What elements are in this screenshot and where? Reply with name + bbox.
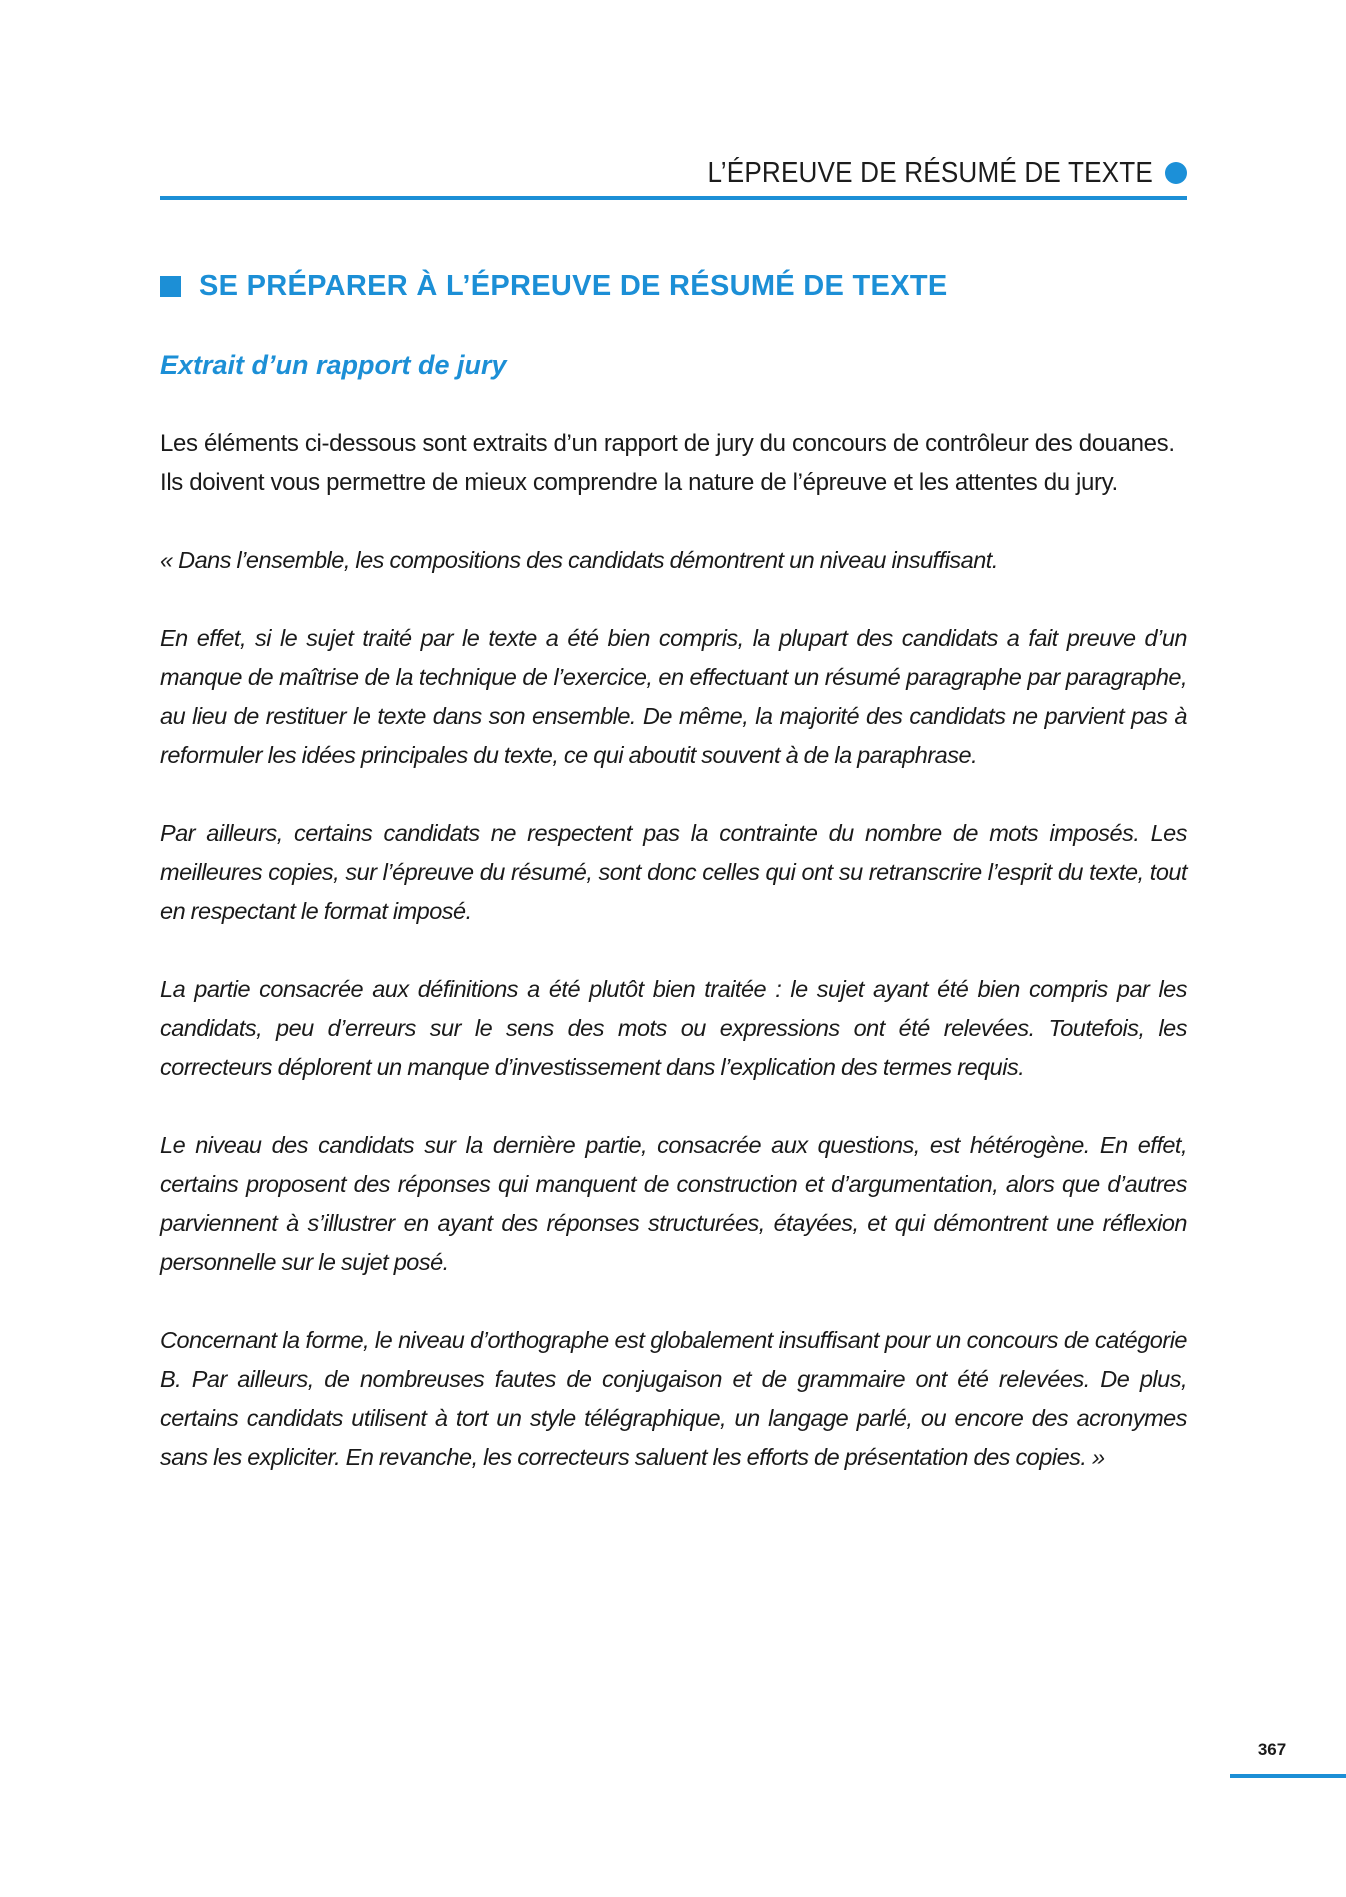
quote-paragraph-3: Par ailleurs, certains candidats ne respectent pas la contrainte du nombre de mots imposés. Les meilleures copies, sur l’épreuve du résumé, sont donc celles qui ont su retranscrire l’esprit du texte, tout en respectant le format imposé. bbox=[160, 820, 1187, 924]
section-square-bullet-icon bbox=[160, 276, 181, 297]
quote-paragraph-4: La partie consacrée aux définitions a été plutôt bien traitée : le sujet ayant été bien compris par les candidats, peu d’erreurs sur le sens des mots ou expressions ont été relevées. Toutefois, les correcteurs déplorent un manque d’investissement dans l’explication des termes requis. bbox=[160, 976, 1187, 1080]
quote-paragraph-1: « Dans l’ensemble, les compositions des candidats démontrent un niveau insuffisant. bbox=[160, 547, 998, 573]
quote-paragraph-6: Concernant la forme, le niveau d’orthographe est globalement insuffisant pour un concours de catégorie B. Par ailleurs, de nombreuses fautes de conjugaison et de grammaire ont été relevées. De plus, certains candidats utilisent à tort un style télégraphique, un langage parlé, ou encore des acronymes sans les expliciter. En revanche, les correcteurs saluent les efforts de présentation des copies. » bbox=[160, 1327, 1187, 1470]
quote-paragraph-2: En effet, si le sujet traité par le texte a été bien compris, la plupart des candidats a fait preuve d’un manque de maîtrise de la technique de l’exercice, en effectuant un résumé paragraphe par paragraphe, au lieu de restituer le texte dans son ensemble. De même, la majorité des candidats ne parvient pas à reformuler les idées principales du texte, ce qui aboutit souvent à de la paraphrase. bbox=[160, 625, 1187, 768]
running-header-title: L’ÉPREUVE DE RÉSUMÉ DE TEXTE bbox=[707, 156, 1153, 189]
intro-paragraph: Les éléments ci-dessous sont extraits d’un rapport de jury du concours de contrôleur des douanes. Ils doivent vous permettre de mieux comprendre la nature de l’épreuve et les attentes du jury. bbox=[160, 430, 1175, 496]
header-rule bbox=[160, 196, 1187, 200]
jury-report-quote bbox=[160, 541, 1187, 1516]
footer-rule bbox=[1230, 1774, 1346, 1778]
page-number: 367 bbox=[1257, 1740, 1287, 1759]
header-bullet-dot bbox=[1165, 162, 1187, 184]
running-header bbox=[160, 150, 1187, 196]
subsection-title: Extrait d’un rapport de jury bbox=[160, 350, 507, 380]
section-heading bbox=[160, 270, 948, 303]
quote-paragraph-5: Le niveau des candidats sur la dernière partie, consacrée aux questions, est hétérogène. En effet, certains proposent des réponses qui manquent de construction et d’argumentation, alors que d’autres parviennent à s’illustrer en ayant des réponses structurées, étayées, et qui démontrent une réflexion personnelle sur le sujet posé. bbox=[160, 1132, 1187, 1275]
section-title: SE PRÉPARER À L’ÉPREUVE DE RÉSUMÉ DE TEXTE bbox=[199, 270, 948, 302]
